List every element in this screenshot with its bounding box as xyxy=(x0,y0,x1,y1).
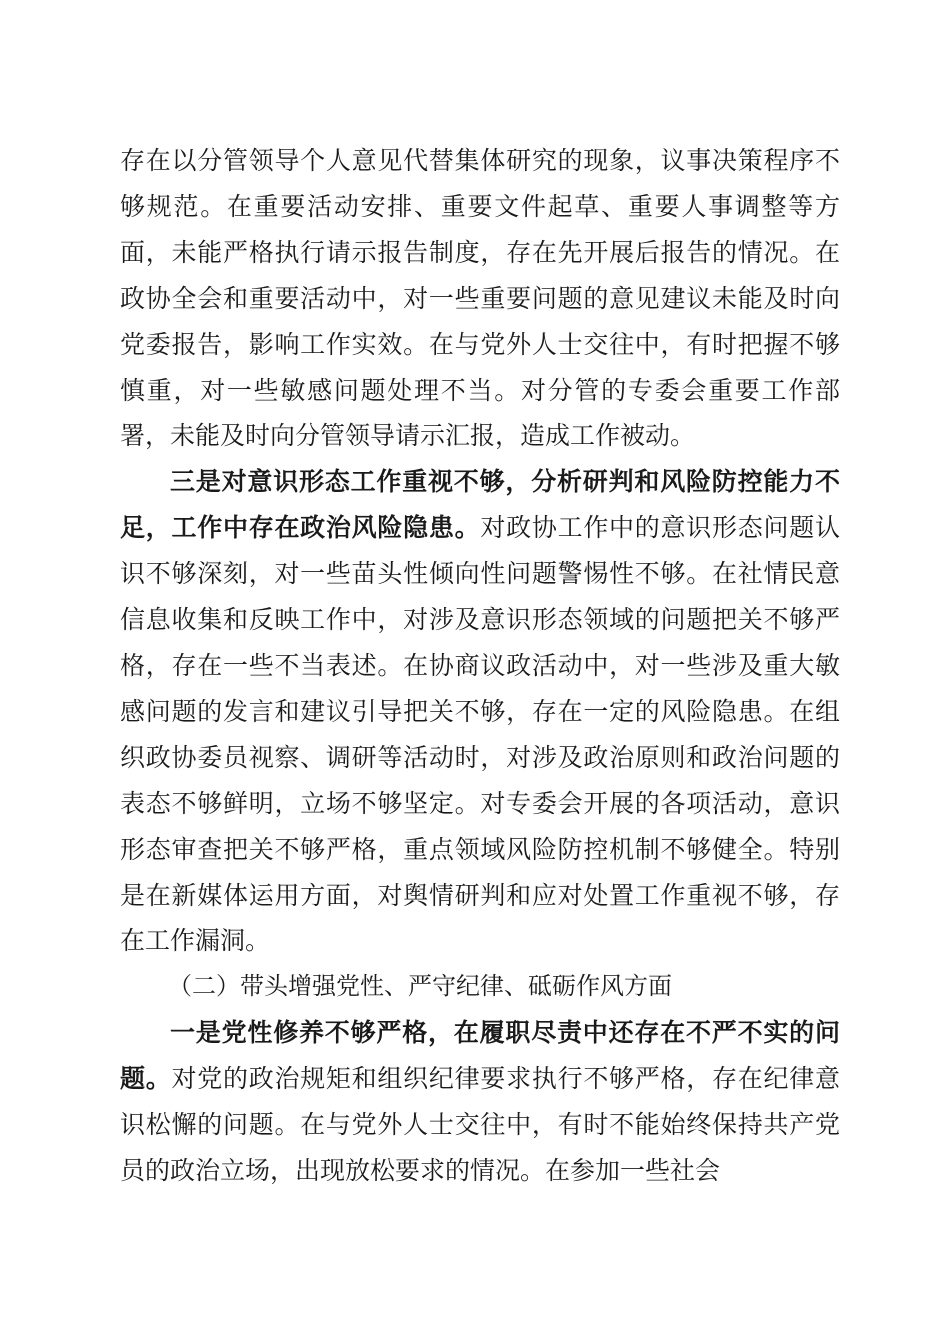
paragraph-text: 存在以分管领导个人意见代替集体研究的现象，议事决策程序不够规范。在重要活动安排、重要文件起草、重要人事调整等方面，未能严格执行请示报告制度，存在先开展后报告的情况。在政协全会和重要活动中，对一些重要问题的意见建议未能及时向党委报告，影响工作实效。在与党外人士交往中，有时把握不够慎重，对一些敏感问题处理不当。对分管的专委会重要工作部署，未能及时向分管领导请示汇报，造成工作被动。 xyxy=(120,146,840,451)
paragraph-text: 对党的政治规矩和组织纪律要求执行不够严格，存在纪律意识松懈的问题。在与党外人士交往中，有时不能始终保持共产党员的政治立场，出现放松要求的情况。在参加一些社会 xyxy=(120,1064,840,1185)
paragraph-point-three xyxy=(120,459,840,964)
paragraph-continued xyxy=(120,138,840,459)
paragraph-point-one xyxy=(120,1010,840,1194)
paragraph-lead: 三是对意识形态工作重视不够，分析研判和风险防控能力不足，工作中存在政治风险隐患。 xyxy=(120,467,840,543)
paragraph-text: 对政协工作中的意识形态问题认识不够深刻，对一些苗头性倾向性问题警惕性不够。在社情民意信息收集和反映工作中，对涉及意识形态领域的问题把关不够严格，存在一些不当表述。在协商议政活动中，对一些涉及重大敏感问题的发言和建议引导把关不够，存在一定的风险隐患。在组织政协委员视察、调研等活动时，对涉及政治原则和政治问题的表态不够鲜明，立场不够坚定。对专委会开展的各项活动，意识形态审查把关不够严格，重点领域风险防控机制不够健全。特别是在新媒体运用方面，对舆情研判和应对处置工作重视不够，存在工作漏洞。 xyxy=(120,513,840,956)
section-heading: （二）带头增强党性、严守纪律、砥砺作风方面 xyxy=(168,972,672,1001)
paragraph-lead: 一是党性修养不够严格，在履职尽责中还存在不严不实的问题。 xyxy=(120,1018,840,1094)
body-text xyxy=(120,138,840,1194)
